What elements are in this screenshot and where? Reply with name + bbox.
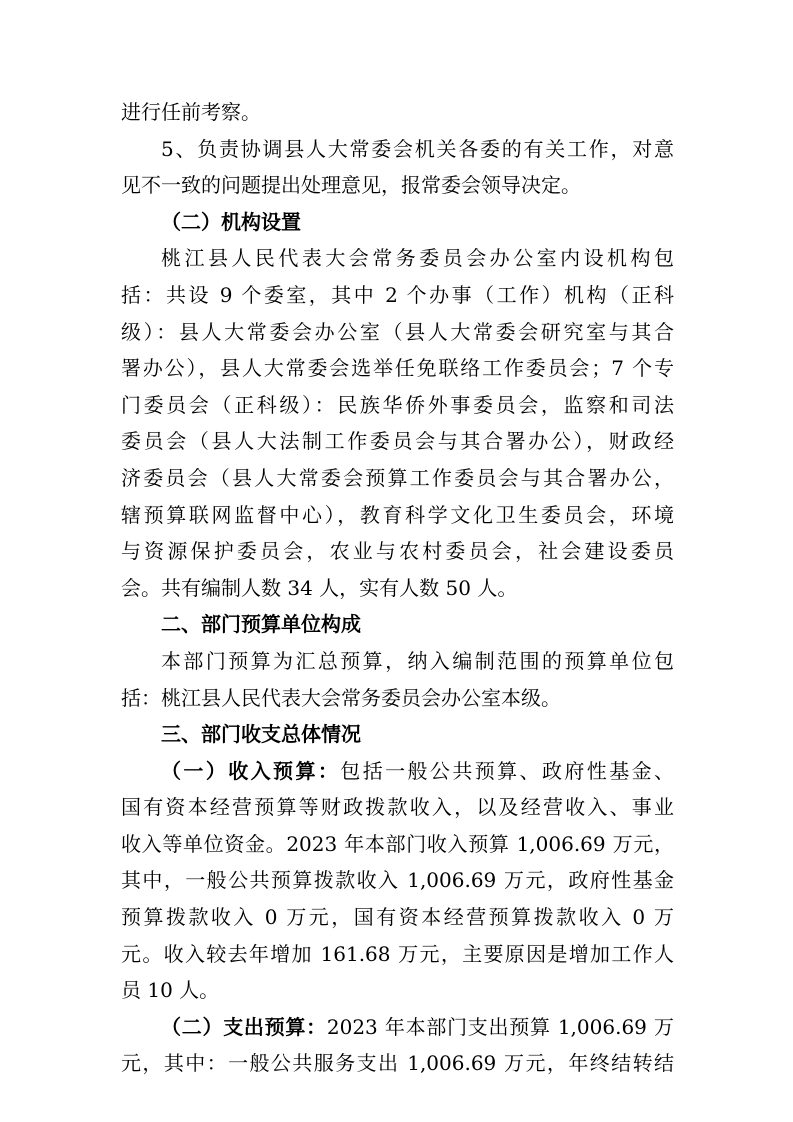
text-line: [121, 314, 674, 351]
section-heading: 二、部门预算单位构成: [161, 612, 361, 637]
text-line: [121, 387, 674, 424]
text-run: 包括一般公共预算、政府性基金、: [340, 758, 675, 783]
text-run: 桃江县人民代表大会常务委员会办公室内设机构包: [161, 246, 674, 271]
text-line: [121, 1045, 674, 1082]
section-heading: （二）支出预算：: [161, 1014, 327, 1039]
text-run: 其中，一般公共预算拨款收入 1,006.69 万元，政府性基金: [121, 868, 674, 893]
text-run: 收入等单位资金。2023 年本部门收入预算 1,006.69 万元，: [121, 831, 674, 856]
text-line: [121, 423, 674, 460]
text-run: 员 10 人。: [121, 978, 220, 1003]
text-line: [121, 680, 674, 717]
text-run: 2023 年本部门支出预算 1,006.69 万: [326, 1014, 674, 1039]
text-run: 元，其中：一般公共服务支出 1,006.69 万元，年终结转结: [121, 1051, 674, 1076]
text-line: [121, 899, 674, 936]
text-line: [121, 533, 674, 570]
text-line: [121, 460, 674, 497]
section-heading: （一）收入预算：: [161, 758, 341, 783]
text-run: 济委员会（县人大常委会预算工作委员会与其合署办公，: [121, 465, 674, 490]
text-line: [121, 1009, 674, 1046]
text-line: [121, 167, 674, 204]
text-run: 本部门预算为汇总预算，纳入编制范围的预算单位包: [161, 648, 674, 673]
text-run: 辖预算联网监督中心），教育科学文化卫生委员会，环境: [121, 502, 674, 527]
text-line: [121, 94, 674, 131]
text-run: 门委员会（正科级）：民族华侨外事委员会，监察和司法: [121, 392, 674, 417]
text-line: [121, 936, 674, 973]
text-line: [121, 350, 674, 387]
text-line: [121, 789, 674, 826]
section-heading: 三、部门收支总体情况: [161, 722, 361, 747]
text-line: [121, 716, 674, 753]
document-body: [121, 94, 674, 1082]
text-line: [121, 606, 674, 643]
text-run: 预算拨款收入 0 万元，国有资本经营预算拨款收入 0 万: [121, 905, 674, 930]
text-line: [121, 972, 674, 1009]
text-run: 署办公），县人大常委会选举任免联络工作委员会；7 个专: [121, 356, 674, 381]
text-run: 进行任前考察。: [121, 100, 261, 124]
text-run: 级）：县人大常委会办公室（县人大常委会研究室与其合: [121, 319, 674, 344]
text-line: [121, 204, 674, 241]
text-run: 括：桃江县人民代表大会常务委员会办公室本级。: [121, 685, 561, 710]
text-line: [121, 570, 674, 607]
text-line: [121, 862, 674, 899]
text-line: [121, 753, 674, 790]
text-run: 委员会（县人大法制工作委员会与其合署办公），财政经: [121, 429, 674, 454]
text-run: 见不一致的问题提出处理意见，报常委会领导决定。: [121, 173, 581, 198]
text-run: 5、负责协调县人大常委会机关各委的有关工作，对意: [161, 136, 674, 161]
text-line: [121, 131, 674, 168]
text-line: [121, 240, 674, 277]
section-heading: （二）机构设置: [161, 209, 301, 234]
text-line: [121, 643, 674, 680]
text-run: 元。收入较去年增加 161.68 万元，主要原因是增加工作人: [121, 941, 674, 966]
text-run: 国有资本经营预算等财政拨款收入，以及经营收入、事业: [121, 795, 674, 820]
text-line: [121, 277, 674, 314]
text-run: 与资源保护委员会，农业与农村委员会，社会建设委员: [121, 539, 674, 564]
text-run: 括：共设 9 个委室，其中 2 个办事（工作）机构（正科: [121, 282, 674, 307]
text-run: 会。共有编制人数 34 人，实有人数 50 人。: [121, 575, 518, 600]
text-line: [121, 497, 674, 534]
text-line: [121, 826, 674, 863]
